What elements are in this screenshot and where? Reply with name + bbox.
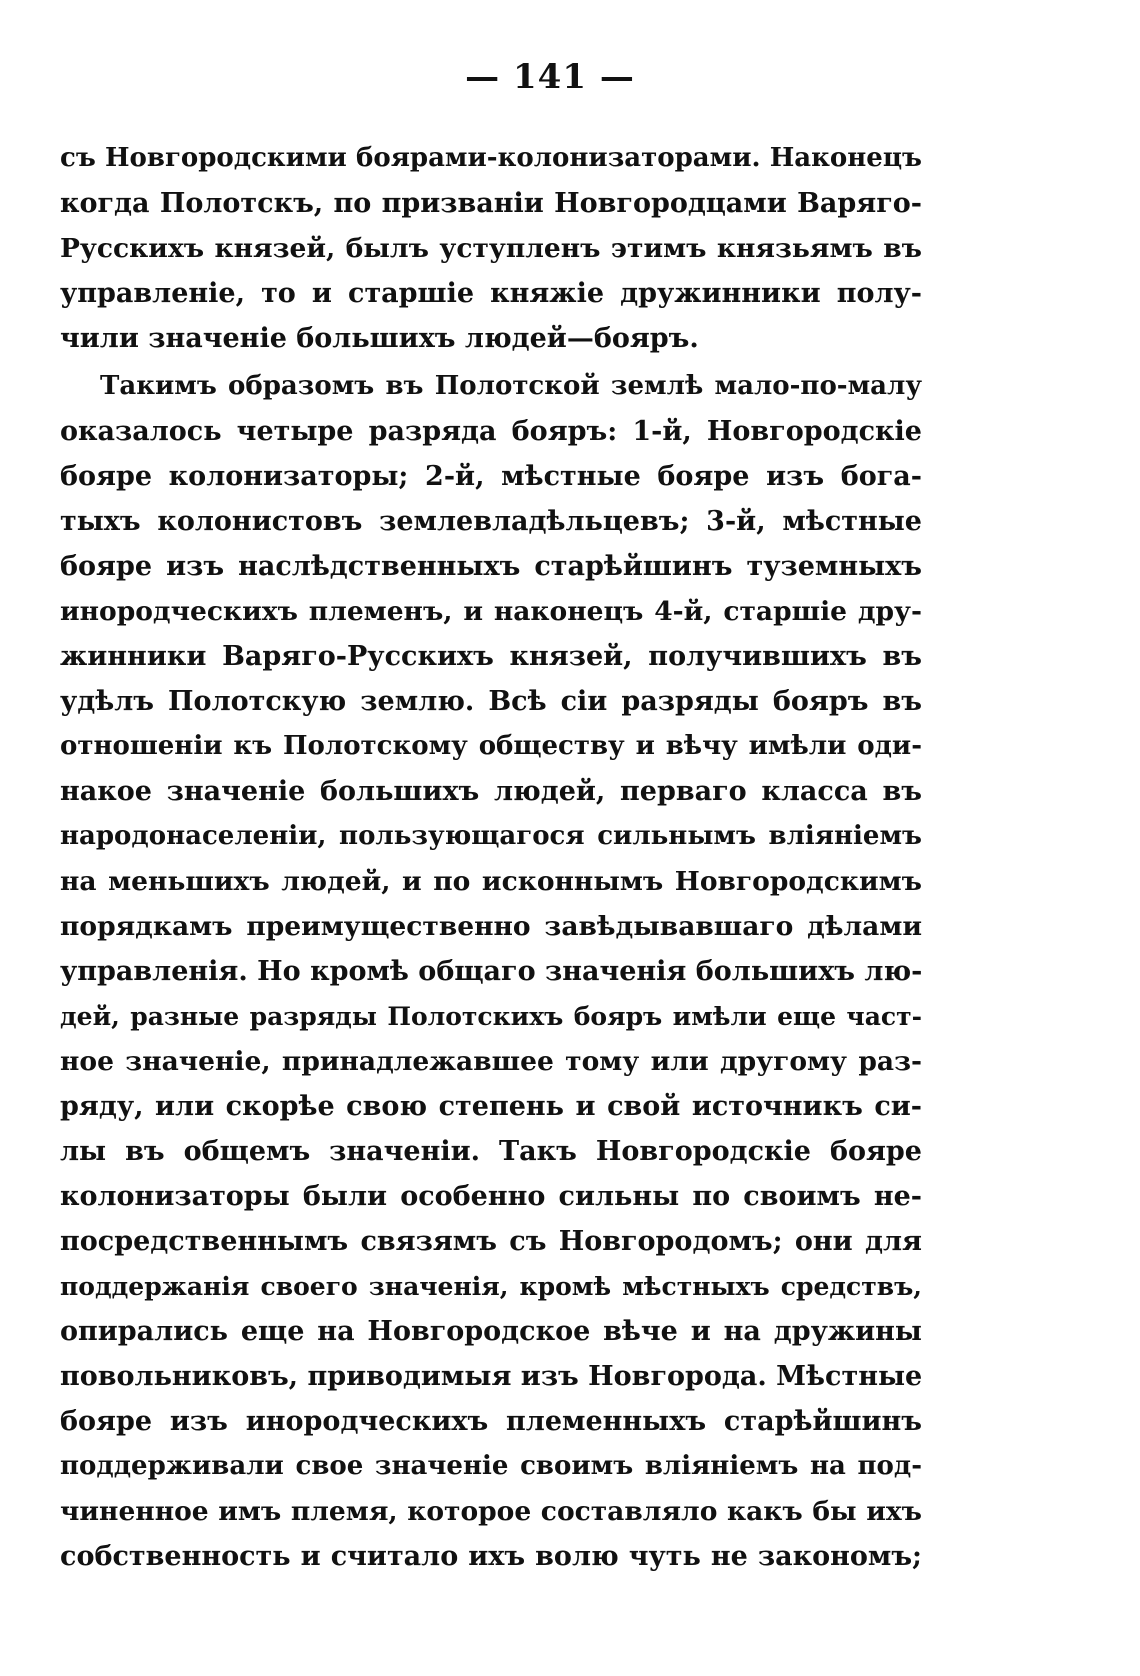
text-line: накое значеніе большихъ людей, перваго класса въ <box>60 776 922 807</box>
text-line: управленія. Но кромѣ общаго значенія большихъ лю- <box>60 956 923 987</box>
text-line: бояре изъ наслѣдственныхъ старѣйшинъ туземныхъ <box>60 551 922 582</box>
text-line: съ Новгородскими боярами-колонизаторами. Наконецъ <box>60 143 922 173</box>
text-line: жинники Варяго-Русскихъ князей, получившихъ въ <box>60 641 922 672</box>
text-line: когда Полотскъ, по призваніи Новгородцами Варяго- <box>60 188 922 219</box>
text-line: порядкамъ преимущественно завѣдывавшаго дѣлами <box>60 911 922 942</box>
text-line: ряду, или скорѣе свою степень и свой источникъ си- <box>60 1091 922 1122</box>
text-line: лы въ общемъ значеніи. Такъ Новгородскіе бояре <box>60 1136 922 1167</box>
text-line: бояре колонизаторы; 2-й, мѣстные бояре изъ бога- <box>60 461 922 492</box>
text-line: отношеніи къ Полотскому обществу и вѣчу имѣли оди- <box>60 731 922 761</box>
text-line: ное значеніе, принадлежавшее тому или другому раз- <box>60 1046 922 1077</box>
text-line: Русскихъ князей, былъ уступленъ этимъ князьямъ въ <box>60 233 922 264</box>
text-line: бояре изъ инородческихъ племенныхъ старѣйшинъ <box>60 1406 922 1437</box>
text-line: народонаселеніи, пользующагося сильнымъ вліяніемъ <box>60 821 922 851</box>
text-line: инородческихъ племенъ, и наконецъ 4-й, старшіе дру- <box>60 596 922 627</box>
text-line: колонизаторы были особенно сильны по своимъ не- <box>60 1181 922 1212</box>
text-line: чили значеніе большихъ людей—бояръ. <box>60 323 699 354</box>
text-line: дей, разные разряды Полотскихъ бояръ имѣли еще част- <box>60 1002 922 1031</box>
page-body <box>60 136 922 1579</box>
text-line: собственность и считало ихъ волю чуть не закономъ; <box>60 1541 922 1572</box>
text-line: поддержанія своего значенія, кромѣ мѣстныхъ средствъ, <box>60 1272 922 1301</box>
text-line: повольниковъ, приводимыя изъ Новгорода. Мѣстные <box>60 1361 923 1392</box>
text-line: управленіе, то и старшіе княжіе дружинники полу- <box>60 278 922 309</box>
text-line: удѣлъ Полотскую землю. Всѣ сіи разряды бояръ въ <box>60 686 922 717</box>
text-line: поддерживали свое значеніе своимъ вліяніемъ на под- <box>60 1451 922 1481</box>
page-number: — 141 — <box>465 57 635 97</box>
text-line: посредственнымъ связямъ съ Новгородомъ; они для <box>60 1226 922 1257</box>
text-line: опирались еще на Новгородское вѣче и на дружины <box>60 1316 922 1347</box>
paragraph-first-line: Такимъ образомъ въ Полотской землѣ мало-по-малу <box>100 371 922 401</box>
text-line: оказалось четыре разряда бояръ: 1-й, Новгородскіе <box>60 416 922 447</box>
text-line: чиненное имъ племя, которое составляло какъ бы ихъ <box>60 1496 922 1527</box>
text-line: на меньшихъ людей, и по исконнымъ Новгородскимъ <box>60 866 922 897</box>
text-line: тыхъ колонистовъ землевладѣльцевъ; 3-й, мѣстные <box>60 506 922 537</box>
